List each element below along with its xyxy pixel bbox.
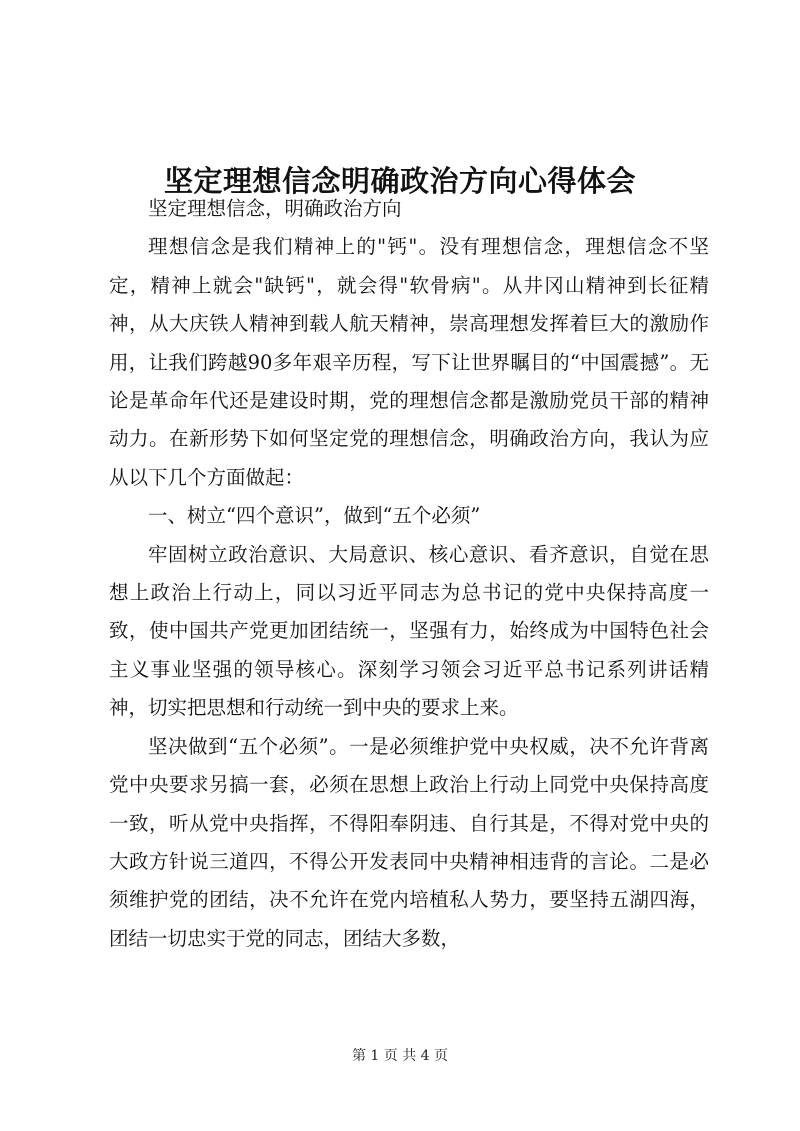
paragraph-five-musts: 坚决做到“五个必须”。一是必须维护党中央权威，决不允许背离党中央要求另搞一套，必须在思想上政治上行动上同党中央保持高度一致，听从党中央指挥，不得阳奉阴违、自行其是，不得对党中央的大政方针说三道四，不得公开发表同中央精神相违背的言论。二是必须维护党的团结，决不允许在党内培植私人势力，要坚持五湖四海，团结一切忠实于党的同志，团结大多数，: [109, 734, 709, 950]
document-body: [109, 190, 709, 958]
paragraph-four-consciousness: 牢固树立政治意识、大局意识、核心意识、看齐意识，自觉在思想上政治上行动上，同以习近平同志为总书记的党中央保持高度一致，使中国共产党更加团结统一，坚强有力，始终成为中国特色社会主义事业坚强的领导核心。深刻学习领会习近平总书记系列讲话精神，切实把思想和行动统一到中央的要求上来。: [109, 542, 709, 720]
paragraph-section-heading: 一、树立“四个意识”，做到“五个必须”: [148, 504, 481, 528]
page-footer: 第 1 页 共 4 页: [351, 1048, 449, 1064]
paragraph-intro: 理想信念是我们精神上的"钙"。没有理想信念，理想信念不坚定，精神上就会"缺钙"，就会得"软骨病"。从井冈山精神到长征精神，从大庆铁人精神到载人航天精神，崇高理想发挥着巨大的激励作用，让我们跨越90多年艰辛历程，写下让世界瞩目的“中国震撼”。无论是革命年代还是建设时期，党的理想信念都是激励党员干部的精神动力。在新形势下如何坚定党的理想信念，明确政治方向，我认为应从以下几个方面做起：: [109, 235, 709, 489]
paragraph-subtitle: 坚定理想信念，明确政治方向: [148, 197, 402, 220]
document-title: 坚定理想信念明确政治方向心得体会: [163, 164, 636, 199]
